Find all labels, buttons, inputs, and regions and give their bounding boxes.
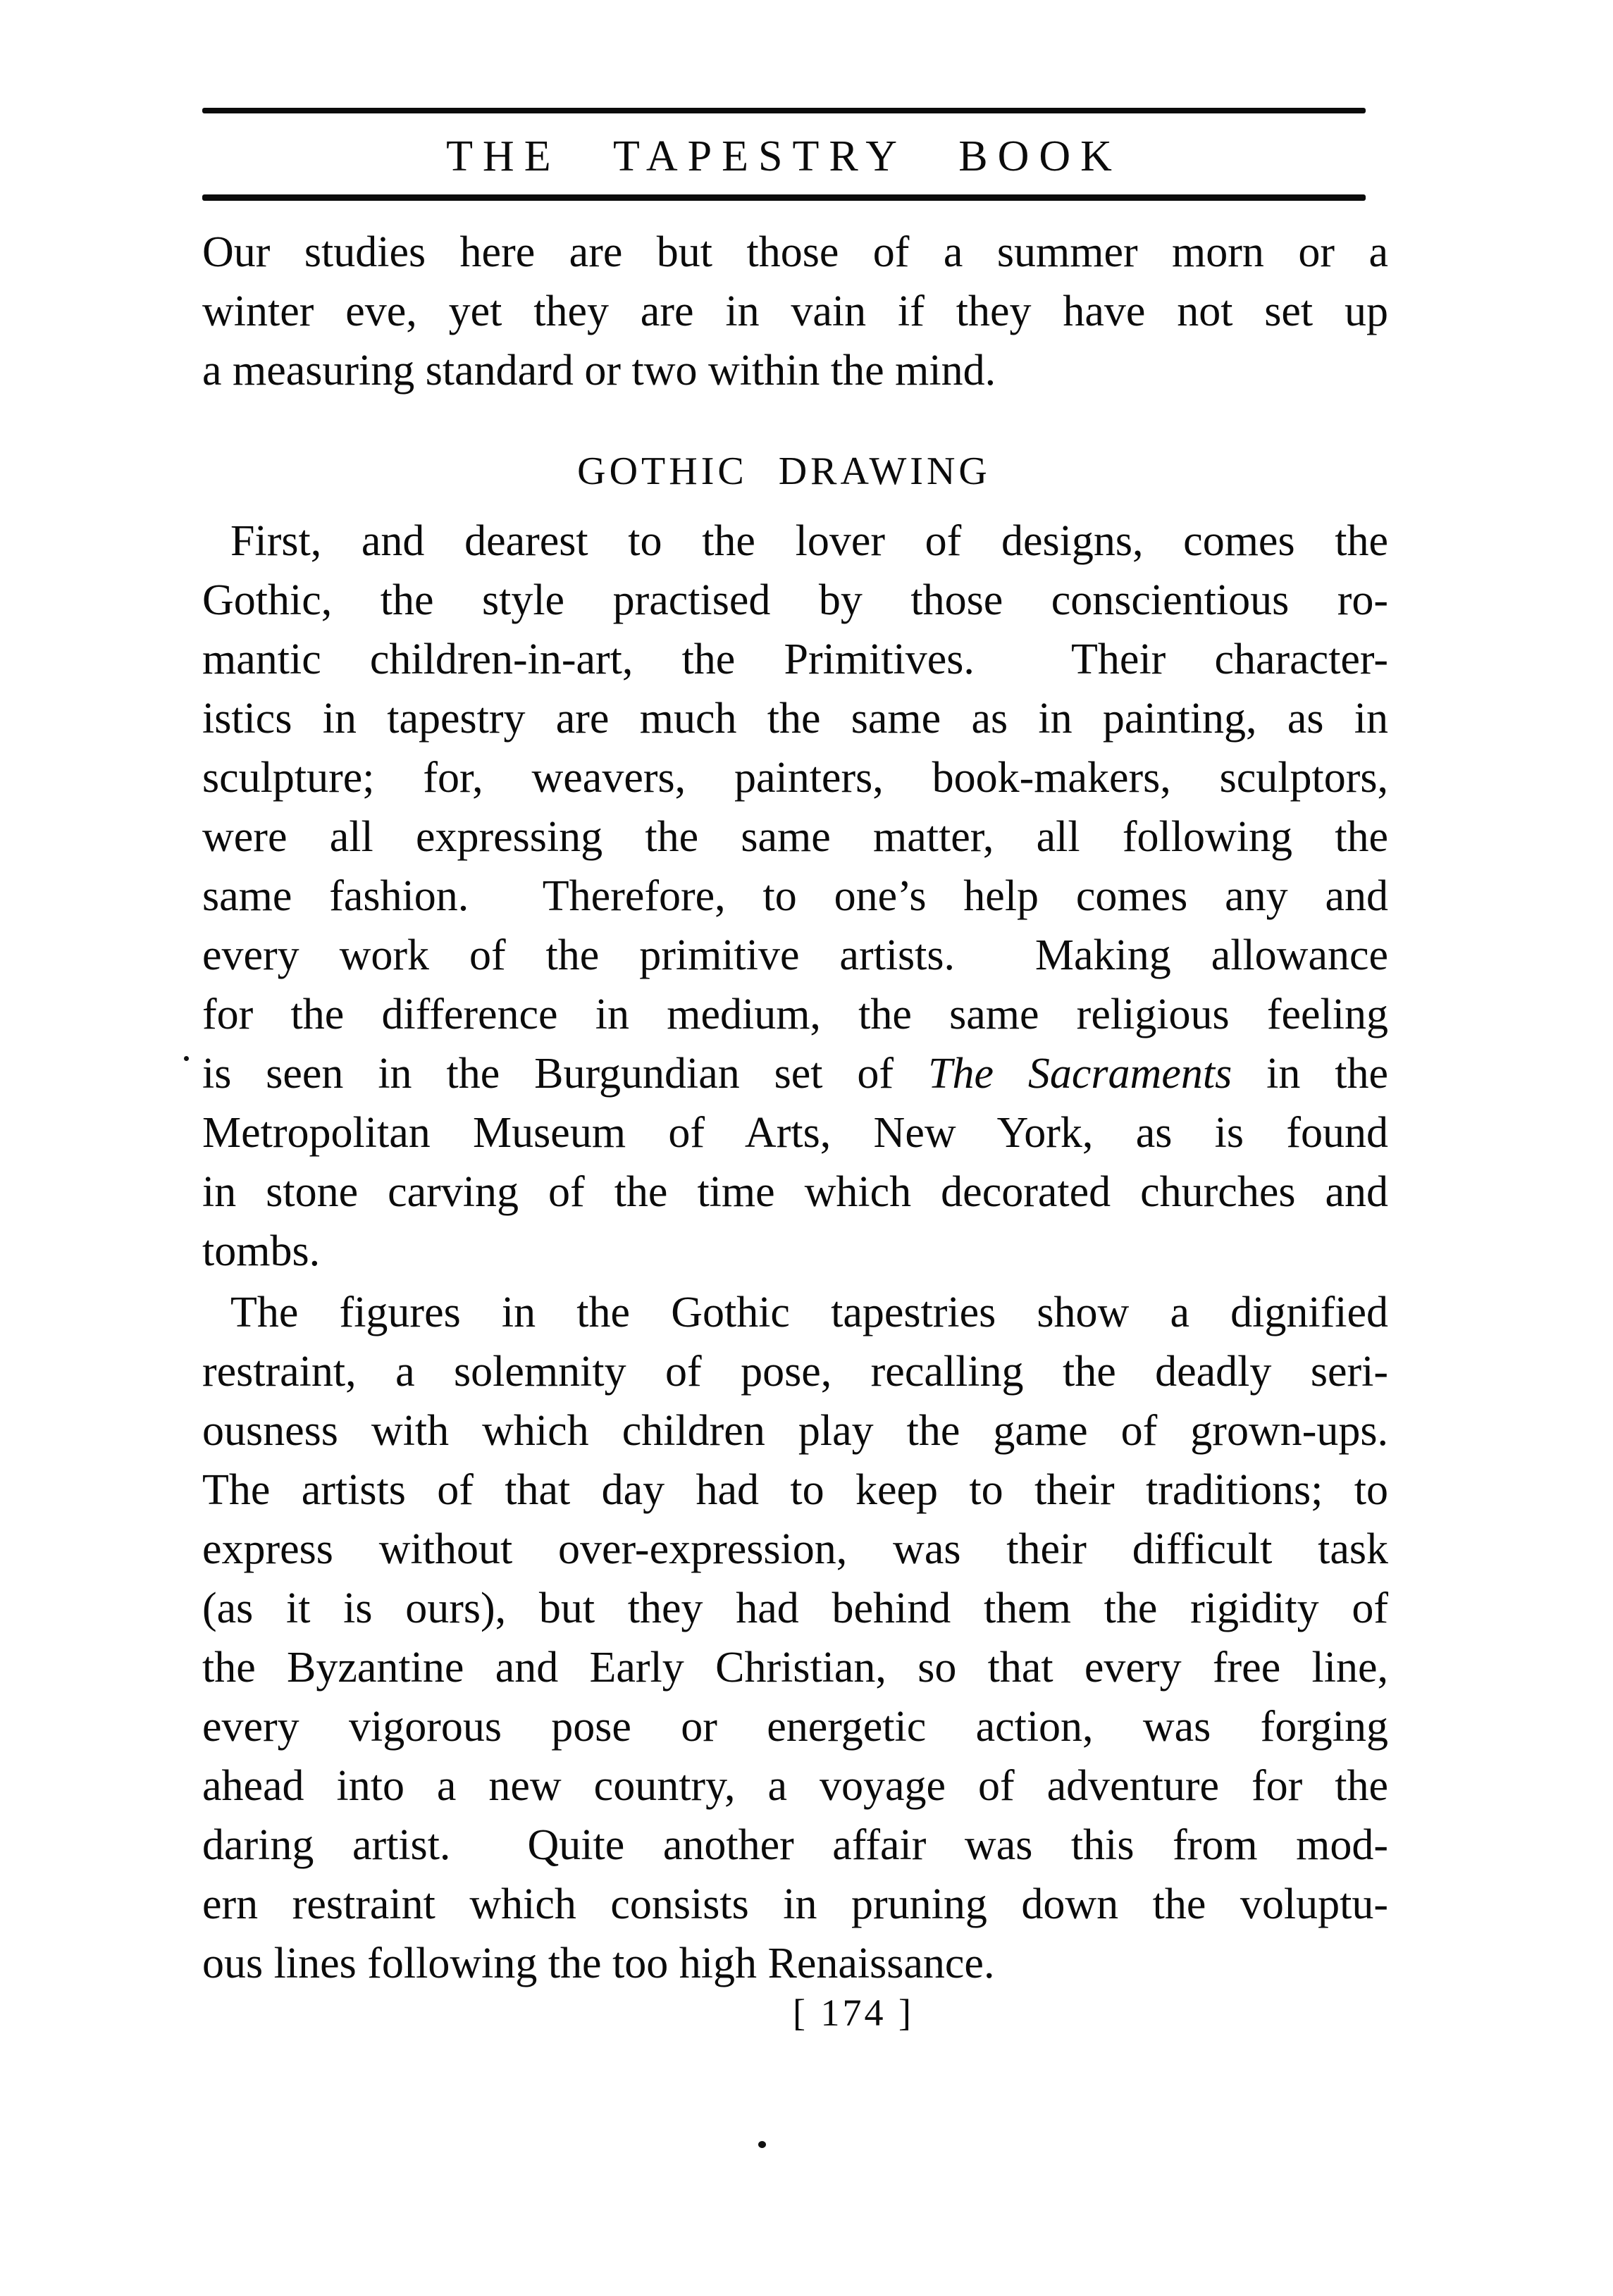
text-line	[202, 985, 1388, 1044]
text-line	[202, 1875, 1388, 1934]
text-line	[202, 1756, 1388, 1816]
text-segment: for the difference in medium, the same religious feeling	[202, 991, 1388, 1038]
text-segment: First, and dearest to the lover of designs, comes the	[230, 517, 1388, 565]
text-line	[202, 807, 1388, 867]
text-segment: express without over-expression, was their difficult task	[202, 1525, 1388, 1573]
text-line	[202, 867, 1388, 926]
text-segment: istics in tapestry are much the same as in painting, as in	[202, 695, 1388, 743]
text-segment: ahead into a new country, a voyage of adventure for the	[202, 1762, 1388, 1810]
text-line	[202, 1579, 1388, 1638]
text-line	[202, 1638, 1388, 1697]
text-segment: ousness with which children play the game of grown-ups.	[202, 1407, 1388, 1455]
text-segment: the Byzantine and Early Christian, so that every free line,	[202, 1644, 1388, 1692]
text-segment: (as it is ours), but they had behind them the rigidity of	[202, 1584, 1388, 1632]
header-rule-bottom	[202, 194, 1366, 201]
text-segment: daring artist. Quite another affair was this from mod-	[202, 1821, 1388, 1869]
page-number: [ 174 ]	[793, 1992, 914, 2034]
text-segment: in the	[1232, 1050, 1388, 1098]
text-segment: same fashion. Therefore, to one’s help comes any and	[202, 872, 1388, 920]
page-title: THE TAPESTRY BOOK	[446, 132, 1122, 180]
text-line	[202, 1222, 1388, 1281]
text-line	[202, 1162, 1388, 1222]
text-segment: Metropolitan Museum of Arts, New York, as is found	[202, 1109, 1388, 1157]
text-line	[202, 1044, 1388, 1103]
paragraph-gothic-figures	[202, 1283, 1388, 1993]
paragraph-intro	[202, 223, 1388, 400]
text-segment: every work of the primitive artists. Making allowance	[202, 931, 1388, 979]
text-segment: ous lines following the too high Renaissance.	[202, 1940, 995, 1987]
text-line	[202, 223, 1388, 282]
text-line	[202, 282, 1388, 341]
section-heading: GOTHIC DRAWING	[577, 449, 991, 493]
text-segment: tombs.	[202, 1227, 321, 1275]
text-segment: The figures in the Gothic tapestries show a dignified	[230, 1289, 1388, 1336]
text-line	[202, 689, 1388, 748]
text-line	[202, 341, 1388, 400]
text-segment: Gothic, the style practised by those conscientious ro-	[202, 576, 1388, 624]
text-line	[202, 1816, 1388, 1875]
text-line	[202, 748, 1388, 807]
text-segment: in stone carving of the time which decorated churches and	[202, 1168, 1388, 1216]
text-line	[202, 926, 1388, 985]
text-line	[202, 1401, 1388, 1460]
text-line	[202, 511, 1388, 571]
text-line	[202, 1342, 1388, 1401]
text-segment: winter eve, yet they are in vain if they have not set up	[202, 287, 1388, 335]
text-line	[202, 1697, 1388, 1756]
text-segment: Our studies here are but those of a summer morn or a	[202, 228, 1388, 276]
text-segment: mantic children-in-art, the Primitives. Their character-	[202, 635, 1388, 683]
text-line	[202, 1283, 1388, 1342]
text-segment: were all expressing the same matter, all following the	[202, 813, 1388, 861]
text-line	[202, 1103, 1388, 1162]
text-segment: sculpture; for, weavers, painters, book-makers, sculptors,	[202, 754, 1388, 802]
text-segment: restraint, a solemnity of pose, recalling the deadly seri-	[202, 1348, 1388, 1396]
text-line	[202, 630, 1388, 689]
header-rule-top	[202, 108, 1366, 113]
paragraph-gothic-style	[202, 511, 1388, 1281]
italic-title-text: The Sacraments	[928, 1050, 1232, 1098]
text-line	[202, 571, 1388, 630]
text-segment: ern restraint which consists in pruning down the voluptu-	[202, 1880, 1388, 1928]
text-line	[202, 1520, 1388, 1579]
ink-speck-icon	[758, 2141, 766, 2148]
text-segment: a measuring standard or two within the mind.	[202, 347, 996, 395]
text-segment: every vigorous pose or energetic action, was forging	[202, 1703, 1388, 1751]
text-segment: The artists of that day had to keep to their traditions; to	[202, 1466, 1388, 1514]
text-line	[202, 1934, 1388, 1993]
ink-speck-icon	[184, 1056, 189, 1061]
text-line	[202, 1460, 1388, 1520]
text-segment: is seen in the Burgundian set of	[202, 1050, 928, 1098]
